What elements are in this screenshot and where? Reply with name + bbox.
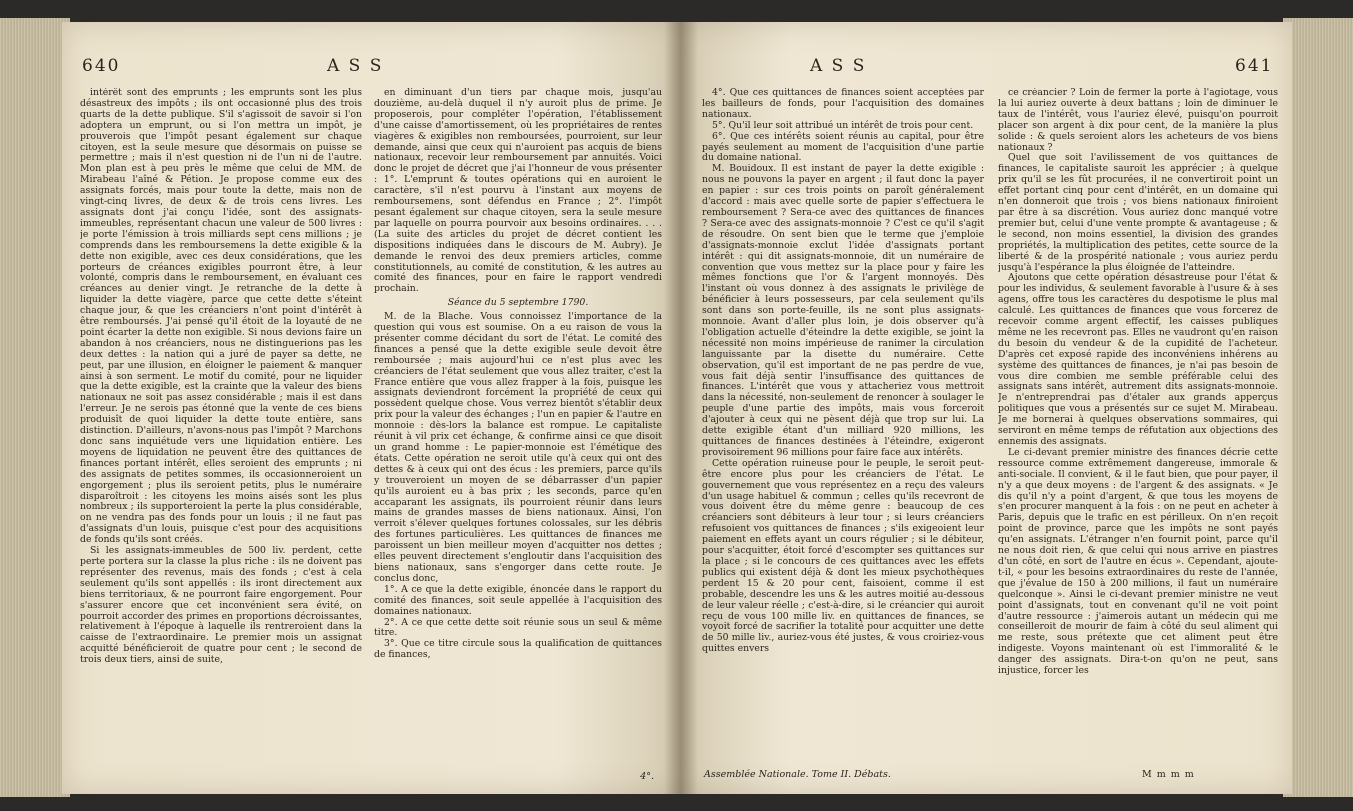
left-col2-paragraph: Séance du 5 septembre 1790.: [447, 297, 589, 309]
right-col1-paragraph: Cette opération ruineuse pour le peuple, le seroit peut-être encore plus pour les créanciers de l'état. Le gouvernement que vous représentez en a reçu des valeurs d'un usage habituel & commun ; celles qu'ils recevront de vous doivent être du même genre : beaucoup de ces créanciers sont débiteurs à leur tour ; si leurs créanciers refusoient vos quittances de finances ; s'ils exigeoient leur paiement en effets ayant un cours régulier ; si le débiteur, pour s'acquitter, étoit forcé d'escompter ses quittances sur la place ; si le concours de ces quittances avec les effets publics qui existent déjà & dont les mieux psychothèques perdent 15 & 20 pour cent, faisoient, comme il est probable, descendre les uns & les autres moitié au-dessous de leur valeur réelle ; c'est-à-dire, si le créancier qui auroit reçu de vous 100 mille liv. en quittances de finances, se voyoit forcé de sacrifier la totalité pour acquitter une dette de 50 mille liv., auriez-vous été justes, & vous croiriez-vous quittes envers: [702, 457, 984, 655]
right-column-1: [702, 88, 984, 764]
right-col2-paragraph: Quel que soit l'avilissement de vos quittances de finances, le capitaliste sauroit les apprécier ; à quelque prix qu'il se les fût procurées, il ne convertiroit point un effet portant cinq pour cent d'intérêt, en un domaine qui n'en donneroit que trois ; vos biens nationaux finiroient par être à sa discrétion. Vous auriez donc manqué votre premier but, celui d'une vente prompte & avantageuse ; & le second, non moins essentiel, la division des grandes propriétés, la multiplication des petites, cette source de la liberté & de la prospérité nationale ; vous auriez perdu jusqu'à l'espérance la plus éloignée de l'atteindre.: [998, 152, 1278, 273]
right-signature-mark: M m m m: [1142, 769, 1195, 780]
left-catchword: 4°.: [640, 771, 654, 782]
right-head-title: A S S: [810, 56, 867, 76]
right-col1-paragraph: 5°. Qu'il leur soit attribué un intérêt de trois pour cent.: [712, 119, 974, 131]
right-page: [680, 22, 1292, 794]
right-col1-paragraph: 4°. Que ces quittances de finances soient acceptées par les bailleurs de fonds, pour l'acquisition des domaines nationaux.: [702, 88, 984, 120]
right-col2-paragraph: Ajoutons que cette opération désastreuse pour l'état & pour les individus, & seulement favorable à l'usure & à ses agens, offre tous les caractères du despotisme le plus mal calculé. Les quittances de finances que vous forcerez de recevoir comme argent effectif, les caisses publiques même ne les recevront pas. Elles ne vaudront qu'en raison du besoin du vendeur & de la cupidité de l'acheteur. D'après cet exposé rapide des inconvéniens inhérens au système des quittances de finances, je n'ai pas besoin de vous dire combien me semble préférable celui des assignats sans intérêt, autrement dits assignats-monnoie. Je n'entreprendrai pas d'étaler aux grands apperçus politiques que vous a présentés sur ce sujet M. Mirabeau. Je me bornerai à quelques observations sommaires, qui serviront en même temps de réfutation aux objections des ennemis des assignats.: [998, 272, 1278, 447]
left-col2-paragraph: 2°. A ce que cette dette soit réunie sous un seul & même titre.: [374, 616, 662, 639]
left-page: [62, 22, 680, 794]
page-edges-right: [1283, 18, 1353, 797]
right-col2-paragraph: Le ci-devant premier ministre des finances décrie cette ressource comme extrêmement dangereuse, immorale & anti-sociale. Il convient, & il le faut bien, que pour payer, il n'y a que deux moyens : de l'argent & des assignats. « Je dis qu'il n'y a point d'argent, & que tous les moyens de s'en procurer manquent à la fois : on ne peut en acheter à Paris, depuis que le trafic en est périlleux. On n'en reçoit point de province, parce que les impôts ne sont payés qu'en assignats. L'étranger n'en fournit point, parce qu'il ne nous doit rien, & que celui qui nous arrive en piastres d'un côté, en sort de l'autre en écus ». Cependant, ajoute-t-il, « pour les besoins extraordinaires du reste de l'année, que j'évalue de 150 à 200 millions, il faut un numéraire quelconque ». Ainsi le ci-devant premier ministre ne veut point d'assignats, tout en convenant qu'il ne voit point d'autre ressource : j'aimerois autant un médecin qui me conseilleroit de mourir de faim à côté du seul aliment qui me reste, sous prétexte que cet aliment peut être indigeste. Voyons maintenant où est l'immoralité & le danger des assignats. Dira-t-on qu'on ne peut, sans injustice, forcer les: [998, 446, 1278, 677]
right-footer-title: Assemblée Nationale. Tome II. Débats.: [704, 769, 891, 780]
left-col2-paragraph: 3°. Que ce titre circule sous la qualification de quittances de finances,: [374, 638, 662, 661]
left-col2-paragraph: M. de la Blache. Vous connoissez l'importance de la question qui vous est soumise. On a eu raison de vous la présenter comme décidant du sort de l'état. Le comité des finances a pensé que la dette exigible seule devoit être remboursée ; mais aujourd'hui ce n'est plus avec les créanciers de l'état seulement que vous allez traiter, c'est la France entière que vous allez frapper à la fois, puisque les assignats deviendront forcément la propriété de ceux qui possèdent quelque chose. Vous verrez bientôt s'établir deux prix pour la valeur des échanges ; l'un en papier & l'autre en monnoie : dès-lors la balance est rompue. Le capitaliste réunit à vil prix cet échange, & confirme ainsi ce que disoit un grand homme : Le papier-monnoie est l'émétique des états. Cette opération ne seroit utile qu'à ceux qui ont des dettes & à ceux qui ont des écus : les premiers, parce qu'ils y trouveroient un moyen de se débarrasser d'un papier qu'ils auroient eu à bas prix ; les seconds, parce qu'en accaparant les assignats, ils pourroient réunir dans leurs mains de grandes masses de biens nationaux. Ainsi, l'on verroit s'élever quelques fortunes colossales, sur les débris des fortunes particulières. Les quittances de finances me paroissent un bien meilleur moyen d'acquitter nos dettes ; elles peuvent directement s'engloutir dans l'acquisition des biens nationaux, sans s'engorger dans cette route. Je conclus donc,: [374, 311, 662, 584]
left-column-1: [80, 88, 362, 778]
left-page-number: 640: [82, 56, 121, 76]
right-running-head: [680, 56, 1292, 82]
right-col1-paragraph: M. Bouidoux. Il est instant de payer la dette exigible : nous ne pouvons la payer en argent ; il faut donc la payer en papier : sur ces trois points on paroît généralement d'accord : mais avec quelle sorte de papier s'effectuera le remboursement ? Sera-ce avec des quittances de finances ? Sera-ce avec des assignats-monnoie ? C'est ce qu'il s'agit de résoudre. On sent bien que le terme que j'emploie d'assignats-monnoie exclut l'idée d'assignats portant intérêt : qui dit assignats-monnoie, dit un numéraire de convention que vous mettez sur la place pour y faire les mêmes fonctions que l'or & l'argent monnoyés. Dès l'instant où vous donnez à des assignats le privilège de bénéficier à leurs possesseurs, par cela seulement qu'ils sont dans son porte-feuille, ils ne sont plus assignats-monnoie. Avant d'aller plus loin, je dois observer qu'à l'obligation actuelle d'éteindre la dette exigible, se joint la nécessité non moins impérieuse de ranimer la circulation languissante par la disette du numéraire. Cette observation, qu'il est important de ne pas perdre de vue, vous fait déjà sentir l'insuffisance des quittances de finances. L'intérêt que vous y attacheriez vous mettroit dans la nécessité, non-seulement de renoncer à soulager le peuple d'une partie des impôts, mais vous forceroit d'ajouter à ceux qui ne pèsent déjà que trop sur lui. La dette exigible étant d'un milliard 920 millions, les quittances de finances destinées à l'éteindre, exigeront provisoirement 96 millions pour faire face aux intérêts.: [702, 163, 984, 458]
left-column-2: [374, 88, 662, 778]
left-col2-paragraph: 1°. A ce que la dette exigible, énoncée dans le rapport du comité des finances, soit seule appellée à l'acquisition des domaines nationaux.: [374, 583, 662, 617]
left-col1-paragraph: Si les assignats-immeubles de 500 liv. perdent, cette perte portera sur la classe la plus riche : ils ne doivent pas représenter des revenus, mais des fonds ; c'est à cela seulement qu'ils sont appellés : ils iront directement aux biens territoriaux, & ne pourront faire engorgement. Pour s'assurer encore que cet inconvénient sera évité, on pourroit accorder des primes en proportions décroissantes, relativement à l'époque à laquelle ils rentreroient dans la caisse de l'extraordinaire. Le premier mois un assignat acquitté bénéficieroit de quatre pour cent ; le second de trois deux tiers, ainsi de suite,: [80, 545, 362, 666]
right-column-2: [998, 88, 1278, 778]
page-edges-left: [0, 18, 70, 797]
right-page-number: 641: [1235, 56, 1274, 76]
left-col2-paragraph: en diminuant d'un tiers par chaque mois, jusqu'au douzième, au-delà duquel il n'y auroit plus de prime. Je proposerois, pour compléter l'opération, l'établissement d'une caisse d'amortissement, où les propriétaires de rentes viagères & exigibles non remboursées, pourroient, sur leur demande, ainsi que ceux qui n'auroient pas acquis de biens nationaux, recevoir leur remboursement par annuités. Voici donc le projet de décret que j'ai l'honneur de vous présenter : 1°. L'emprunt & toutes opérations qui en auroient le caractère, s'il n'est pourvu à l'instant aux moyens de remboursemens, sont défendus en France ; 2°. l'impôt pesant également sur chaque citoyen, sera la seule mesure par laquelle on pourra pourvoir aux besoins ordinaires. . . . (La suite des articles du projet de décret contient les dispositions indiquées dans le discours de M. Aubry). Je demande le renvoi des deux premiers articles, comme constitutionnels, au comité de constitution, & les autres au comité des finances, pour en faire le rapport vendredi prochain.: [374, 88, 662, 295]
left-running-head: [62, 56, 680, 82]
left-col1-paragraph: intérêt sont des emprunts ; les emprunts sont les plus désastreux des impôts ; ils ont occasionné plus des trois quarts de la dette publique. S'il s'agissoit de savoir si l'on adoptera un emprunt, ou si l'on mettra un impôt, je prouverois que l'impôt pesant également sur chaque citoyen, est la seule mesure que désormais on puisse se permettre ; mais il n'est question ni de l'un ni de l'autre. Mon plan est à peu près le même que celui de MM. de Mirabeau l'aîné & Pétion. Je propose comme eux des assignats forcés, mais pour toute la dette, mais non de vingt-cinq livres, de deux & de trois cens livres. Les assignats dont j'ai conçu l'idée, sont des assignats-immeubles, représentant chacun une valeur de 500 livres : je porte l'émission à trois milliards sept cens millions ; je comprends dans les remboursemens la dette exigible & la dette non exigible, avec ces deux considérations, que les porteurs de créances exigibles pourront être, à leur volonté, compris dans le remboursement, en évaluant ces créances au denier vingt. Je retranche de la dette à liquider la dette viagère, parce que cette dette s'éteint chaque jour, & que les créanciers n'ont point d'intérêt à être remboursés. J'ai pensé qu'il étoit de la loyauté de ne point écarter la dette non exigible. Si nous devions faire un abandon à nos créanciers, nous ne distinguerions pas les deux dettes : la nation qui a juré de payer sa dette, ne peut, par une illusion, en éloigner le paiement & manquer ainsi à son serment. Le motif du comité, pour ne liquider que la dette exigible, est la crainte que la valeur des biens nationaux ne soit pas assez considérable ; mais il est dans l'erreur. Je ne serois pas étonné que la vente de ces biens produisît de quoi liquider la dette toute entière, sans distinction. D'ailleurs, n'avons-nous pas l'impôt ? Marchons donc sans inquiétude vers une liquidation entière. Les moyens de liquidation ne peuvent être des quittances de finances portant intérêt, elles seroient des emprunts ; ni des assignats de petites sommes, ils occasionneroient un engorgement ; plus ils seroient petits, plus le numéraire disparoîtroit : les citoyens les moins aisés sont les plus nombreux ; ils supporteroient la perte la plus considérable, on ne vendra pas des fonds pour un louis ; il ne faut pas d'assignats d'un louis, puisque c'est pour des acquisitions de fonds qu'ils sont créés.: [80, 88, 362, 546]
right-col2-paragraph: ce créancier ? Loin de fermer la porte à l'agiotage, vous la lui auriez ouverte à deux battans ; loin de diminuer le taux de l'intérêt, vous l'auriez élevé, puisqu'on pourroit placer son argent à dix pour cent, de la manière la plus solide : & quels seroient alors les acheteurs de vos biens nationaux ?: [998, 88, 1278, 153]
right-col1-paragraph: 6°. Que ces intérêts soient réunis au capital, pour être payés seulement au moment de l'acquisition d'une partie du domaine national.: [702, 130, 984, 164]
left-head-title: A S S: [327, 56, 384, 76]
